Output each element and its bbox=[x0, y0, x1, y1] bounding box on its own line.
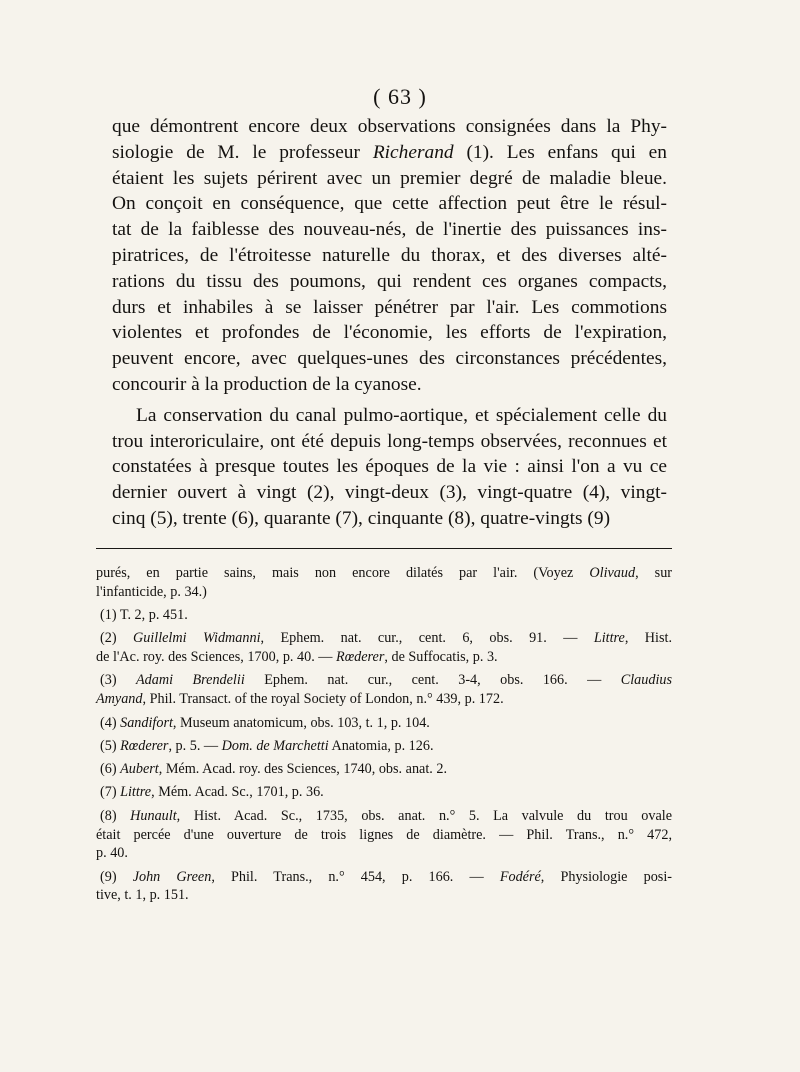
text-run: On conçoit en conséquence, que cette affection peut être le résul- bbox=[112, 193, 667, 215]
text-line bbox=[96, 671, 672, 690]
text-line bbox=[112, 429, 667, 455]
text-line bbox=[112, 295, 667, 321]
italic-name: Olivaud bbox=[589, 565, 636, 581]
text-line bbox=[112, 243, 667, 269]
text-line bbox=[96, 760, 672, 779]
italic-name: Dom. de Marchetti bbox=[221, 737, 329, 754]
text-run: tive, t. 1, p. 151. bbox=[96, 887, 189, 904]
text-run: (7) bbox=[100, 784, 121, 801]
text-line bbox=[96, 868, 672, 887]
text-run: rations du tissu des poumons, qui rendent ces organes compacts, bbox=[112, 270, 667, 292]
text-line bbox=[96, 844, 672, 863]
footnote-4 bbox=[96, 714, 672, 733]
italic-name: Rœderer bbox=[336, 649, 385, 666]
italic-name: Sandifort bbox=[120, 714, 173, 731]
italic-name: Rœderer bbox=[120, 737, 169, 754]
text-line bbox=[112, 166, 667, 192]
text-run: (8) bbox=[100, 807, 131, 824]
text-line bbox=[112, 140, 667, 166]
footnote-9 bbox=[96, 868, 672, 906]
italic-name: Hunault bbox=[130, 807, 177, 824]
text-run: , sur bbox=[635, 565, 673, 581]
text-run: (3) bbox=[100, 672, 136, 689]
text-line bbox=[96, 783, 672, 802]
italic-name: Littre bbox=[593, 630, 625, 647]
text-run: (5) bbox=[100, 737, 121, 754]
italic-name: Richerand bbox=[372, 141, 454, 163]
text-run: , Phil. Transact. of the royal Society of London, n.° 439, p. 172. bbox=[142, 691, 504, 708]
footnote-3 bbox=[96, 671, 672, 709]
footnote-continuation bbox=[96, 564, 672, 602]
text-run: , Phil. Trans., n.° 454, p. 166. — bbox=[211, 868, 500, 885]
footnotes bbox=[96, 564, 672, 910]
text-line bbox=[96, 648, 672, 667]
text-line bbox=[96, 737, 672, 756]
text-line bbox=[96, 606, 672, 625]
text-line bbox=[112, 480, 667, 506]
text-run: (4) bbox=[100, 714, 121, 731]
italic-name: Claudius bbox=[620, 672, 673, 689]
footnote-2 bbox=[96, 629, 672, 667]
footnote-6 bbox=[96, 760, 672, 779]
text-run: purés, en partie sains, mais non encore dilatés par l'air. (Voyez bbox=[96, 565, 590, 581]
text-line bbox=[112, 454, 667, 480]
page-number: ( 63 ) bbox=[373, 84, 427, 109]
footnote-1 bbox=[96, 606, 672, 625]
text-run: violentes et profondes de l'économie, les efforts de l'expiration, bbox=[112, 322, 667, 344]
text-line bbox=[112, 506, 667, 532]
text-run: de l'Ac. roy. des Sciences, 1700, p. 40. — bbox=[96, 649, 337, 666]
text-run: (9) bbox=[100, 868, 133, 885]
text-run: , Mém. Acad. roy. des Sciences, 1740, obs. anat. 2. bbox=[158, 761, 448, 778]
text-line bbox=[96, 886, 672, 905]
text-line bbox=[96, 807, 672, 826]
text-line bbox=[112, 114, 667, 140]
text-run: (2) bbox=[100, 630, 133, 647]
italic-name: Adami Brendelii bbox=[136, 672, 245, 689]
text-line bbox=[112, 346, 667, 372]
text-run: dernier ouvert à vingt (2), vingt-deux (3), vingt-quatre (4), vingt- bbox=[112, 482, 667, 504]
text-run: concourir à la production de la cyanose. bbox=[112, 373, 422, 395]
text-line bbox=[112, 191, 667, 217]
text-run: étaient les sujets périrent avec un premier degré de maladie bleue. bbox=[112, 167, 667, 189]
text-run: que démontrent encore deux observations consignées dans la Phy- bbox=[112, 116, 667, 137]
paragraph-2 bbox=[112, 403, 667, 532]
text-run: tat de la faiblesse des nouveau-nés, de l'inertie des puissances ins- bbox=[112, 219, 667, 241]
italic-name: Fodéré bbox=[499, 868, 541, 885]
text-run: l'infanticide, p. 34.) bbox=[96, 583, 207, 600]
italic-name: Amyand bbox=[96, 691, 143, 708]
text-run: (6) bbox=[100, 761, 121, 778]
text-line bbox=[112, 372, 667, 398]
text-line bbox=[96, 714, 672, 733]
text-run: (1) T. 2, p. 451. bbox=[100, 607, 188, 624]
text-line bbox=[96, 564, 672, 583]
text-run: p. 40. bbox=[96, 845, 128, 862]
text-run: La conservation du canal pulmo-aortique, et spécialement celle du bbox=[136, 404, 667, 426]
text-run: piratrices, de l'étroitesse naturelle du thorax, et des diverses alté- bbox=[112, 244, 667, 266]
footnote-5 bbox=[96, 737, 672, 756]
italic-name: Guillelmi Widmanni bbox=[132, 630, 261, 647]
text-line bbox=[112, 403, 667, 429]
footnote-7 bbox=[96, 783, 672, 802]
text-run: peuvent encore, avec quelques-unes des circonstances précédentes, bbox=[112, 348, 667, 370]
text-line bbox=[112, 269, 667, 295]
text-line bbox=[96, 583, 672, 602]
text-run: Ephem. nat. cur., cent. 3-4, obs. 166. — bbox=[244, 672, 621, 689]
text-run: (1). Les enfans qui en bbox=[453, 141, 667, 163]
italic-name: Aubert bbox=[120, 761, 159, 778]
text-run: , Ephem. nat. cur., cent. 6, obs. 91. — bbox=[260, 630, 594, 647]
main-text bbox=[112, 114, 667, 532]
text-run: durs et inhabiles à se laisser pénétrer par l'air. Les commotions bbox=[112, 296, 667, 318]
text-line bbox=[96, 826, 672, 845]
text-line bbox=[96, 629, 672, 648]
text-run: , p. 5. — bbox=[168, 737, 222, 754]
text-line bbox=[112, 217, 667, 243]
text-run: , Hist. Acad. Sc., 1735, obs. anat. n.° 5. La valvule du trou ovale bbox=[176, 807, 672, 824]
text-run: , Hist. bbox=[624, 630, 672, 647]
footnote-list bbox=[96, 606, 672, 905]
text-run: , Mém. Acad. Sc., 1701, p. 36. bbox=[151, 784, 324, 801]
footnote-separator bbox=[96, 548, 672, 549]
text-run: , Physiologie posi- bbox=[540, 868, 672, 885]
footnote-8 bbox=[96, 807, 672, 863]
italic-name: Littre bbox=[120, 784, 152, 801]
text-run: Anatomia, p. 126. bbox=[328, 737, 434, 754]
text-line bbox=[96, 690, 672, 709]
italic-name: John Green bbox=[132, 868, 212, 885]
text-run: cinq (5), trente (6), quarante (7), cinquante (8), quatre-vingts (9) bbox=[112, 507, 611, 529]
text-run: trou interoriculaire, ont été depuis long-temps observées, reconnues et bbox=[112, 430, 667, 452]
text-run: constatées à presque toutes les époques de la vie : ainsi l'on a vu ce bbox=[112, 456, 667, 478]
text-line bbox=[112, 320, 667, 346]
text-run: , Museum anatomicum, obs. 103, t. 1, p. 104. bbox=[172, 714, 430, 731]
text-run: , de Suffocatis, p. 3. bbox=[384, 649, 498, 666]
text-run: siologie de M. le professeur bbox=[112, 141, 373, 163]
paragraph-1 bbox=[112, 114, 667, 398]
text-run: était percée d'une ouverture de trois lignes de diamètre. — Phil. Trans., n.° 472, bbox=[96, 826, 672, 843]
